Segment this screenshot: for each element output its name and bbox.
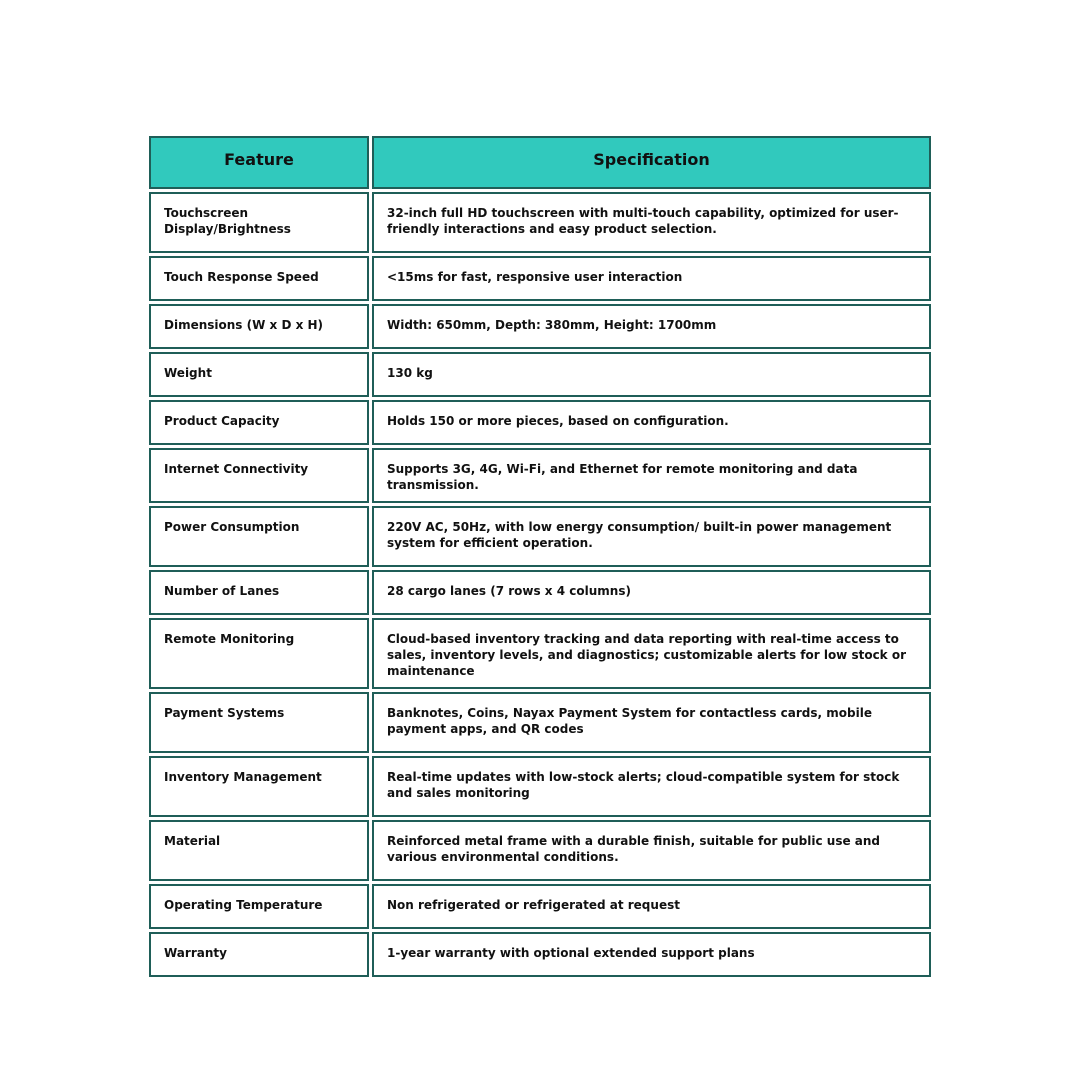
feature-cell: Remote Monitoring	[149, 618, 369, 689]
specification-cell: Reinforced metal frame with a durable finish, suitable for public use and various environmental conditions.	[372, 820, 931, 881]
specification-cell: 28 cargo lanes (7 rows x 4 columns)	[372, 570, 931, 615]
table-row	[149, 570, 931, 615]
table-row	[149, 400, 931, 445]
specification-cell: Cloud-based inventory tracking and data reporting with real-time access to sales, inventory levels, and diagnostics; customizable alerts for low stock or maintenance	[372, 618, 931, 689]
table-row	[149, 820, 931, 881]
feature-cell: Dimensions (W x D x H)	[149, 304, 369, 349]
header-row	[149, 136, 931, 189]
table-row	[149, 256, 931, 301]
specification-cell: Width: 650mm, Depth: 380mm, Height: 1700mm	[372, 304, 931, 349]
header-feature: Feature	[149, 136, 369, 189]
table-row	[149, 352, 931, 397]
feature-cell: Inventory Management	[149, 756, 369, 817]
feature-cell: Payment Systems	[149, 692, 369, 753]
feature-cell: Touch Response Speed	[149, 256, 369, 301]
header-specification: Specification	[372, 136, 931, 189]
table-row	[149, 884, 931, 929]
spec-table	[146, 133, 934, 980]
feature-cell: Power Consumption	[149, 506, 369, 567]
specification-cell: <15ms for fast, responsive user interaction	[372, 256, 931, 301]
specification-cell: 220V AC, 50Hz, with low energy consumption/ built-in power management system for efficient operation.	[372, 506, 931, 567]
feature-cell: Operating Temperature	[149, 884, 369, 929]
specification-cell: Holds 150 or more pieces, based on configuration.	[372, 400, 931, 445]
table-row	[149, 692, 931, 753]
specification-cell: 1-year warranty with optional extended support plans	[372, 932, 931, 977]
specification-cell: Non refrigerated or refrigerated at request	[372, 884, 931, 929]
feature-cell: Touchscreen Display/Brightness	[149, 192, 369, 253]
feature-cell: Weight	[149, 352, 369, 397]
table-row	[149, 448, 931, 503]
feature-cell: Material	[149, 820, 369, 881]
table-row	[149, 618, 931, 689]
specification-cell: Real-time updates with low-stock alerts; cloud-compatible system for stock and sales monitoring	[372, 756, 931, 817]
table-row	[149, 304, 931, 349]
specification-cell: 130 kg	[372, 352, 931, 397]
feature-cell: Product Capacity	[149, 400, 369, 445]
specification-cell: 32-inch full HD touchscreen with multi-touch capability, optimized for user-friendly interactions and easy product selection.	[372, 192, 931, 253]
table-row	[149, 756, 931, 817]
feature-cell: Internet Connectivity	[149, 448, 369, 503]
specification-cell: Banknotes, Coins, Nayax Payment System for contactless cards, mobile payment apps, and QR codes	[372, 692, 931, 753]
specification-cell: Supports 3G, 4G, Wi-Fi, and Ethernet for remote monitoring and data transmission.	[372, 448, 931, 503]
table-row	[149, 192, 931, 253]
table-row	[149, 506, 931, 567]
feature-cell: Number of Lanes	[149, 570, 369, 615]
feature-cell: Warranty	[149, 932, 369, 977]
table-row	[149, 932, 931, 977]
